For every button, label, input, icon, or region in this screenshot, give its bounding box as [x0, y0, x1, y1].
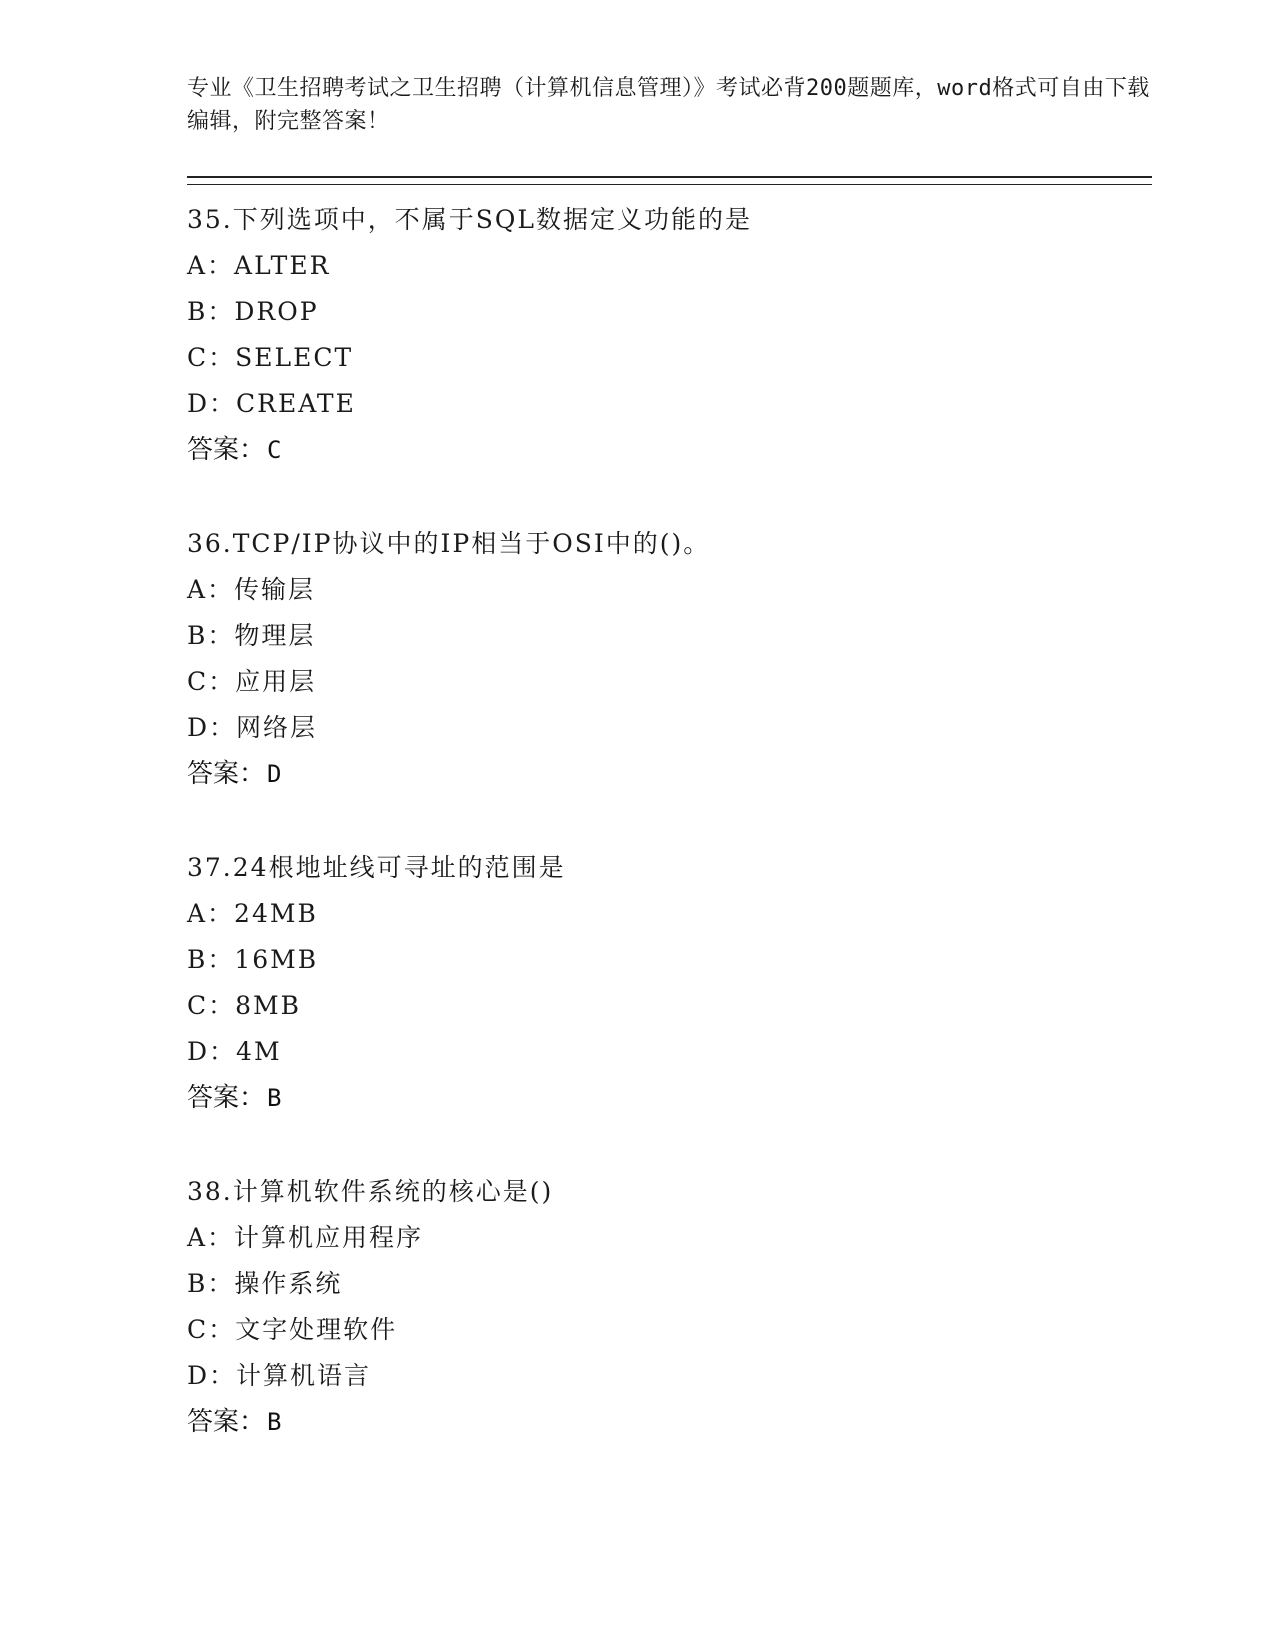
- option-c: C：8MB: [187, 991, 302, 1020]
- option-c: C：SELECT: [187, 343, 354, 372]
- answer-row: [187, 427, 1152, 473]
- option-b: B：物理层: [187, 621, 316, 650]
- option-b: B：DROP: [187, 297, 319, 326]
- option-c: C：文字处理软件: [187, 1315, 398, 1344]
- question-block: [187, 197, 1152, 473]
- answer-label: 答案：: [187, 1083, 266, 1113]
- option-a: A：计算机应用程序: [187, 1223, 424, 1252]
- answer-row: [187, 751, 1152, 797]
- document-page: [187, 72, 1152, 1445]
- answer-value: C: [267, 436, 282, 464]
- option-a: A：传输层: [187, 575, 316, 604]
- question-stem: 35.下列选项中，不属于SQL数据定义功能的是: [187, 205, 752, 234]
- option-b: B：16MB: [187, 945, 319, 974]
- answer-row: [187, 1075, 1152, 1121]
- option-d: D：4M: [187, 1037, 282, 1066]
- question-block: [187, 1169, 1152, 1445]
- answer-label: 答案：: [187, 759, 266, 789]
- question-stem: 37.24根地址线可寻址的范围是: [187, 853, 566, 882]
- option-d: D：网络层: [187, 713, 318, 742]
- question-stem: 38.计算机软件系统的核心是(): [187, 1177, 554, 1206]
- question-stem: 36.TCP/IP协议中的IP相当于OSI中的()。: [187, 529, 711, 558]
- option-b: B：操作系统: [187, 1269, 343, 1298]
- option-a: A：24MB: [187, 899, 318, 928]
- answer-value: D: [267, 760, 282, 788]
- answer-value: B: [267, 1408, 282, 1436]
- option-a: A：ALTER: [187, 251, 331, 280]
- option-c: C：应用层: [187, 667, 317, 696]
- answer-value: B: [267, 1084, 282, 1112]
- header-divider: [187, 176, 1152, 185]
- answer-label: 答案：: [187, 1407, 266, 1437]
- question-block: [187, 521, 1152, 797]
- option-d: D：CREATE: [187, 389, 356, 418]
- answer-label: 答案：: [187, 435, 266, 465]
- document-intro: 专业《卫生招聘考试之卫生招聘（计算机信息管理）》考试必背200题题库，word格式可自由下载编辑，附完整答案！: [187, 76, 1150, 134]
- answer-row: [187, 1399, 1152, 1445]
- option-d: D：计算机语言: [187, 1361, 372, 1390]
- question-block: [187, 845, 1152, 1121]
